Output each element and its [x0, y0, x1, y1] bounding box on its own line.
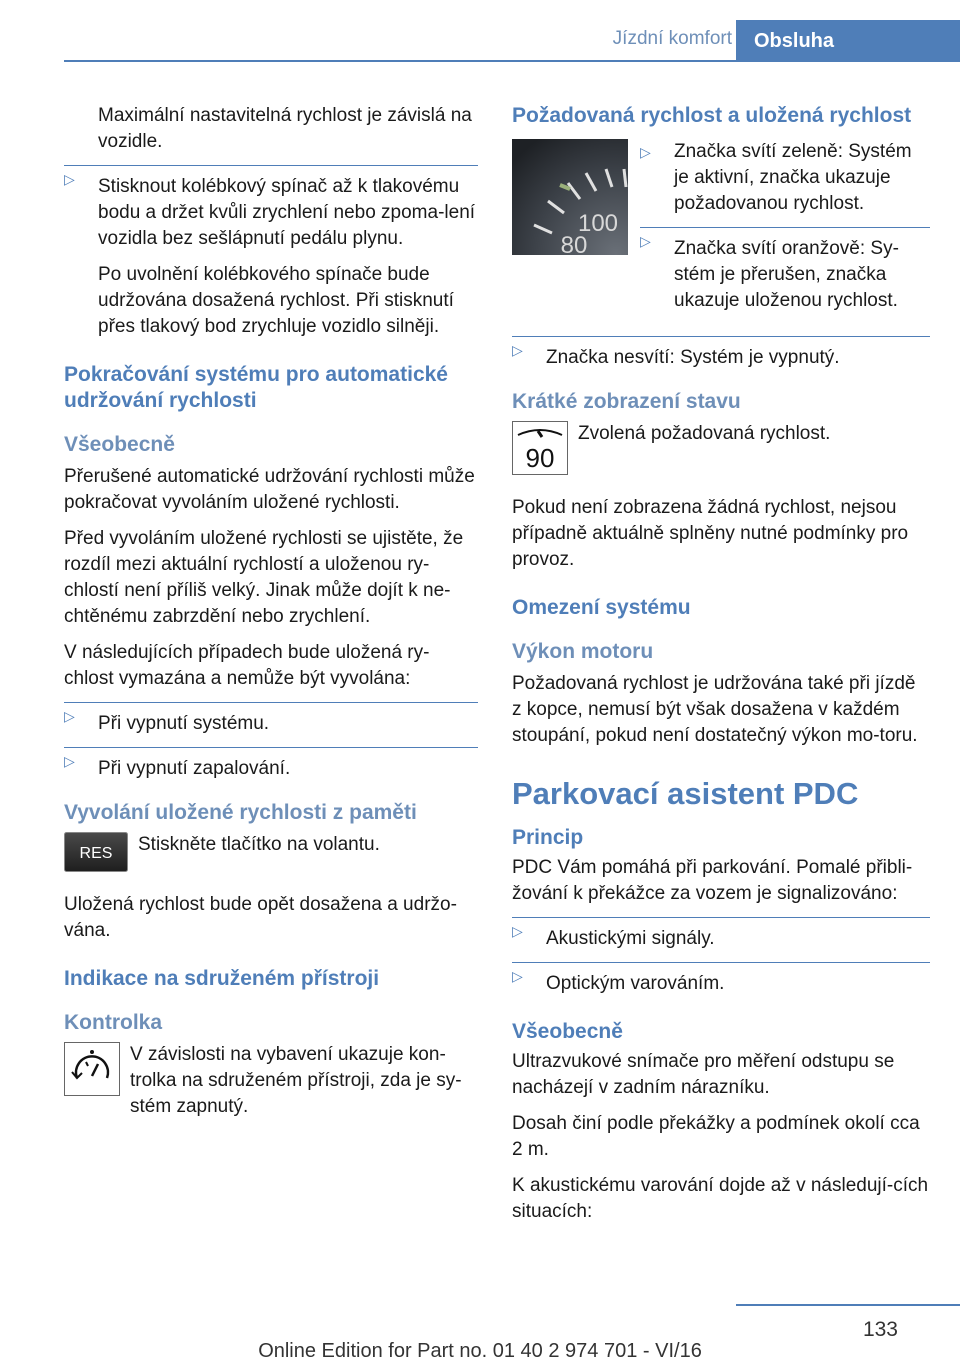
bullet-item	[512, 336, 930, 371]
bullet-triangle-icon: ▷	[512, 342, 523, 358]
left-column	[64, 103, 478, 1132]
paragraph: V závislosti na vybavení ukazuje kon‐trolka na sdruženém přístroji, zda je sy‐stém zapnutý.	[130, 1044, 462, 1117]
right-column	[512, 103, 930, 1235]
header-rule	[64, 60, 960, 62]
subheading-general: Všeobecně	[64, 433, 175, 456]
edition-text: Online Edition for Part no. 01 40 2 974 701 - VI/16	[258, 1340, 702, 1362]
subheading-general: Všeobecně	[512, 1020, 623, 1043]
bullet-text: Při vypnutí systému.	[98, 713, 270, 734]
bullet-triangle-icon: ▷	[640, 233, 651, 249]
paragraph: Přerušené automatické udržování rychlosti může pokračovat vyvoláním uložené rychlosti.	[64, 466, 475, 513]
bullet-text: Při vypnutí zapalování.	[98, 758, 291, 779]
bullet-item	[640, 139, 930, 217]
gauge-bullets	[628, 139, 930, 324]
speed-display-icon	[512, 421, 568, 483]
bullet-text: Značka nesvítí: Systém je vypnutý.	[546, 347, 840, 368]
speedometer-gauge-image	[512, 139, 628, 324]
gauge-row	[512, 139, 930, 324]
header-section: Jízdní komfort	[612, 28, 732, 49]
paragraph: Požadovaná rychlost je udržována také při jízdě z kopce, nemusí být však dosažena v každém stoupání, pokud není dostatečný výkon mo‐toru.	[512, 673, 918, 746]
heading-indication: Indikace na sdruženém přístroji	[64, 967, 380, 990]
paragraph: V následujících případech bude uložená ry‐chlost vymazána a nemůže být vyvolána:	[64, 642, 430, 689]
bullet-triangle-icon: ▷	[512, 968, 523, 984]
bullet-item	[64, 165, 478, 252]
heading-short-status: Krátké zobrazení stavu	[512, 390, 741, 413]
paragraph: PDC Vám pomáhá při parkování. Pomalé přibli‐žování k překážce za vozem je signalizováno:	[512, 857, 913, 904]
heading-continue: Pokračování systému pro automatické udržování rychlosti	[64, 363, 448, 412]
gauge-label-80: 80	[560, 232, 588, 255]
paragraph: Ultrazvukové snímače pro měření odstupu se nacházejí v zadním nárazníku.	[512, 1051, 895, 1098]
res-label: RES	[79, 845, 113, 862]
paragraph: Uložená rychlost bude opět dosažena a udržo‐vána.	[64, 894, 457, 941]
bullet-triangle-icon: ▷	[64, 708, 75, 724]
paragraph: Maximální nastavitelná rychlost je závislá na vozidle.	[98, 105, 472, 152]
bullet-item	[64, 702, 478, 737]
subheading-principle: Princip	[512, 826, 584, 849]
page-footer	[0, 1300, 960, 1362]
footer-rule	[736, 1304, 960, 1306]
heading-limits: Omezení systému	[512, 596, 691, 619]
short-status-row	[512, 421, 930, 483]
paragraph: Po uvolnění kolébkového spínače bude udržována dosažená rychlost. Při stisknutí přes tlakový bod zrychluje vozidlo silněji.	[98, 264, 454, 337]
bullet-triangle-icon: ▷	[512, 923, 523, 939]
bullet-text: Optickým varováním.	[546, 973, 725, 994]
bullet-item	[512, 917, 930, 952]
indicator-row	[64, 1042, 478, 1120]
heading-pdc: Parkovací asistent PDC	[512, 776, 859, 811]
bullet-triangle-icon: ▷	[640, 144, 651, 160]
display-speed-value: 90	[525, 443, 555, 473]
paragraph: Dosah činí podle překážky a podmínek okolí cca 2 m.	[512, 1113, 920, 1160]
paragraph: Stiskněte tlačítko na volantu.	[138, 834, 380, 855]
bullet-triangle-icon: ▷	[64, 171, 75, 187]
page-header	[0, 0, 960, 62]
bullet-text: Značka svítí oranžově: Sy‐stém je přerušen, značka ukazuje uloženou rychlost.	[674, 238, 899, 311]
heading-requested-speed: Požadovaná rychlost a uložená rychlost	[512, 104, 912, 127]
bullet-item	[512, 962, 930, 997]
bullet-text: Značka svítí zeleně: Systém je aktivní, značka ukazuje požadovanou rychlost.	[674, 141, 912, 214]
bullet-item	[64, 747, 478, 782]
paragraph: K akustickému varování dojde až v následují‐cích situacích:	[512, 1175, 929, 1222]
subheading-indicator: Kontrolka	[64, 1011, 163, 1034]
res-button-icon	[64, 832, 128, 880]
speedometer-indicator-icon	[64, 1042, 120, 1120]
bullet-text: Akustickými signály.	[546, 928, 715, 949]
paragraph: Pokud není zobrazena žádná rychlost, nejsou případně aktuálně splněny nutné podmínky pro provoz.	[512, 497, 909, 570]
gauge-label-100: 100	[577, 210, 619, 237]
subheading-engine-power: Výkon motoru	[512, 640, 654, 663]
bullet-text: Stisknout kolébkový spínač až k tlakovému bodu a držet kvůli zrychlení nebo zpoma‐lení vozidla bez sešlápnutí pedálu plynu.	[98, 176, 476, 249]
bullet-item	[640, 227, 930, 314]
header-tab: Obsluha	[736, 20, 960, 62]
paragraph: Před vyvoláním uložené rychlosti se ujistěte, že rozdíl mezi aktuální rychlostí a uloženou ry‐chlostí není příliš velký. Jinak může dojít k ne‐chtěnému zabrzdění nebo zrychlení.	[64, 528, 464, 627]
bullet-triangle-icon: ▷	[64, 753, 75, 769]
heading-recall: Vyvolání uložené rychlosti z paměti	[64, 801, 417, 824]
res-row	[64, 832, 478, 880]
page-number: 133	[862, 1318, 898, 1341]
paragraph: Zvolená požadovaná rychlost.	[578, 423, 831, 444]
